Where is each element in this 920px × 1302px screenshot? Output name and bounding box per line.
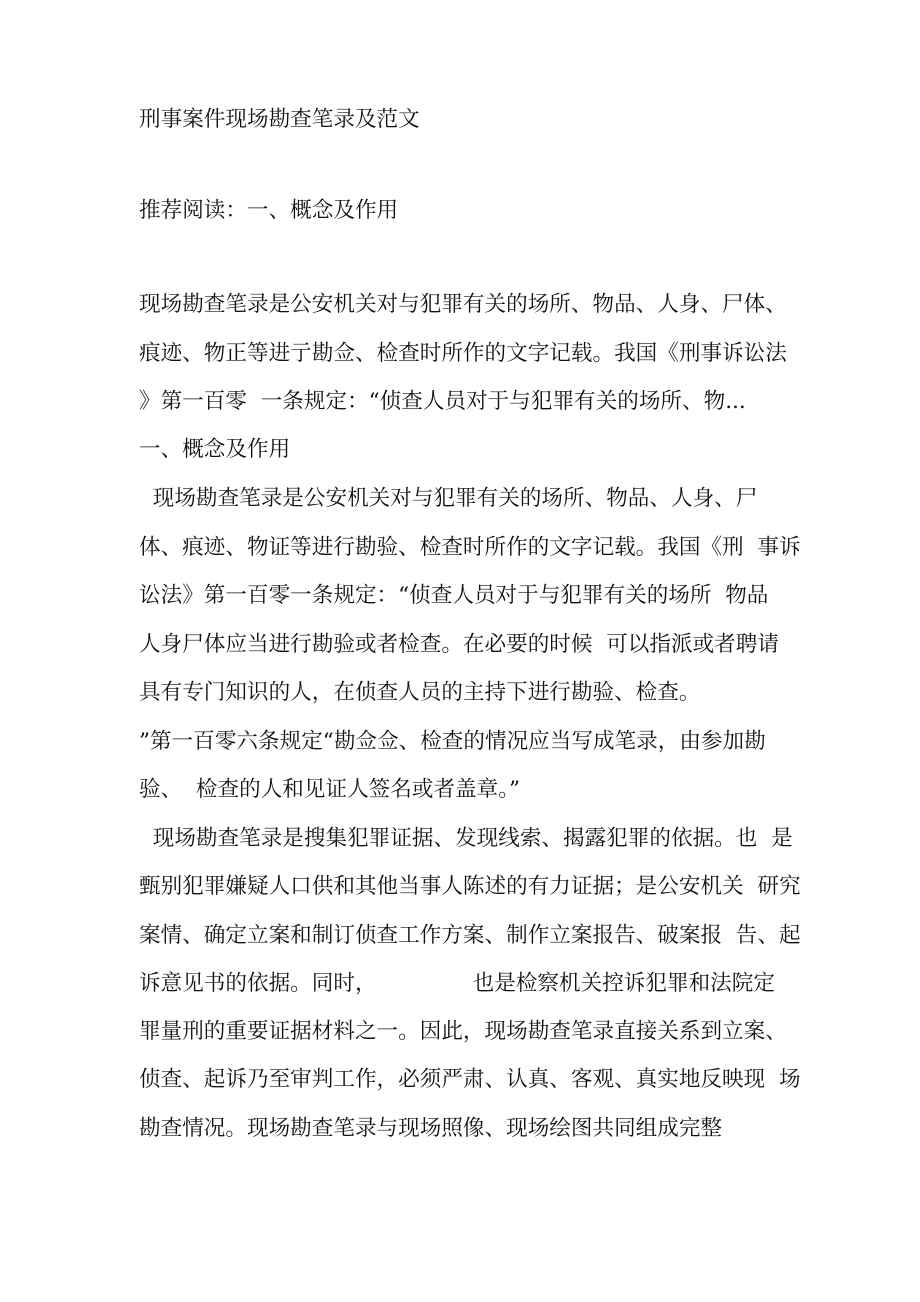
body-line: ”第一百零六条规定“勘佥佥、检查的情况应当写成笔录，由参加勘 bbox=[139, 729, 766, 754]
recommended-reading: 推荐阅读：一、概念及作用 bbox=[139, 198, 399, 223]
body-line: 甄别犯罪嫌疑人口供和其他当事人陈述的有力证据；是公安机关 研究 bbox=[139, 874, 801, 899]
document-title: 刑事案件现场勘查笔录及范文 bbox=[139, 107, 420, 132]
summary-line: 现场勘查笔录是公安机关对与犯罪有关的场所、物品、人身、尸体、 bbox=[139, 292, 787, 317]
body-line: 体、痕迹、物证等进行勘验、检查时所作的文字记载。我国《刑 事诉 bbox=[139, 535, 801, 560]
summary-line: 》第一百零 一条规定：“侦查人员对于与犯罪有关的场所、物... bbox=[139, 389, 746, 414]
body-line: 讼法》第一百零一条规定：“侦查人员对于与犯罪有关的场所 物品 bbox=[139, 583, 769, 608]
body-line: 现场勘查笔录是公安机关对与犯罪有关的场所、物品、人身、尸 bbox=[139, 486, 758, 511]
body-line: 侦查、起诉乃至审判工作，必须严肃、认真、客观、真实地反映现 场 bbox=[139, 1067, 801, 1092]
body-line: 罪量刑的重要证据材料之一。因此，现场勘查笔录直接关系到立案、 bbox=[139, 1019, 787, 1044]
section-heading: 一、概念及作用 bbox=[139, 437, 291, 462]
body-line: 验、 检查的人和见证人签名或者盖章。” bbox=[139, 777, 521, 802]
body-line: 勘查情况。现场勘查笔录与现场照像、现场绘图共同组成完整 bbox=[139, 1116, 723, 1141]
body-line: 具有专门知识的人，在侦查人员的主持下进行勘验、检查。 bbox=[139, 680, 701, 705]
body-line: 现场勘查笔录是搜集犯罪证据、发现线索、揭露犯罪的依据。也 是 bbox=[139, 826, 793, 851]
body-line: 案情、确定立案和制订侦查工作方案、制作立案报告、破案报 告、起 bbox=[139, 923, 801, 948]
summary-line: 痕迹、物正等进亍勘佥、检查时所作的文字记载。我国《刑事诉讼法 bbox=[139, 341, 787, 366]
body-line: 诉意见书的依据。同时， 也是检察机关控诉犯罪和法院定 bbox=[139, 971, 775, 996]
body-line: 人身尸体应当进行勘验或者检查。在必要的时候 可以指派或者聘请 bbox=[139, 632, 779, 657]
